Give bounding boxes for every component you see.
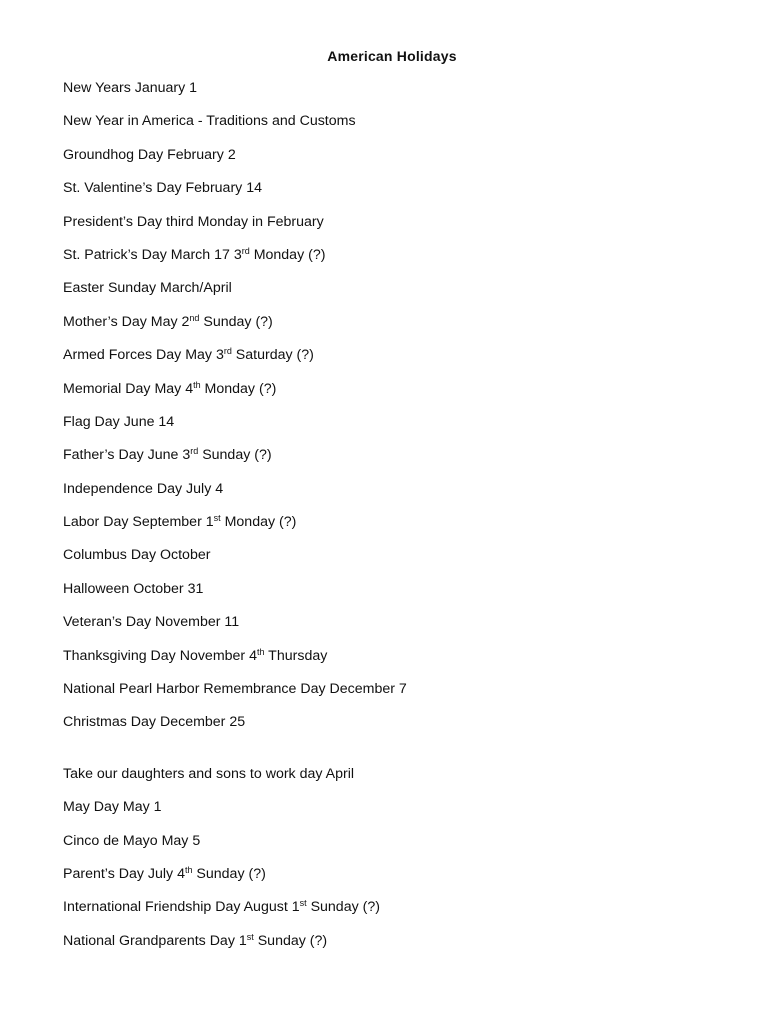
holiday-line	[63, 346, 407, 364]
holiday-line	[63, 832, 407, 850]
ordinal-suffix: st	[299, 898, 307, 909]
holiday-line	[63, 647, 407, 665]
ordinal-suffix: th	[184, 865, 193, 876]
holiday-text-suffix: Sunday (?)	[253, 932, 328, 949]
holiday-line	[63, 680, 407, 698]
holiday-line	[63, 279, 407, 297]
ordinal-suffix: th	[193, 379, 201, 390]
holiday-line	[63, 79, 407, 97]
holiday-text: St. Patrick’s Day March 17 3	[63, 246, 242, 263]
page-title: American Holidays	[327, 48, 457, 64]
ordinal-suffix: rd	[223, 346, 232, 357]
holiday-line	[63, 112, 407, 130]
holiday-line	[63, 932, 407, 950]
ordinal-suffix: st	[213, 513, 221, 524]
holiday-text-suffix: Monday (?)	[220, 514, 297, 531]
holiday-line	[63, 513, 407, 531]
ordinal-suffix: nd	[189, 312, 200, 323]
holiday-text: Labor Day September 1	[63, 514, 214, 531]
holiday-line	[63, 413, 407, 431]
holiday-text: Mother’s Day May 2	[63, 313, 190, 330]
ordinal-suffix: rd	[190, 446, 199, 457]
holiday-line	[63, 380, 407, 398]
holiday-list	[63, 79, 407, 965]
holiday-text: Halloween October 31	[63, 580, 204, 597]
holiday-text-suffix: Sunday (?)	[199, 313, 273, 330]
holiday-line	[63, 213, 407, 231]
holiday-line	[63, 146, 407, 164]
holiday-text: Father’s Day June 3	[63, 447, 191, 464]
holiday-text-suffix: Sunday (?)	[306, 899, 380, 916]
holiday-text: President’s Day third Monday in February	[63, 213, 324, 230]
holiday-text-suffix: Sunday (?)	[198, 447, 272, 464]
holiday-text: Memorial Day May 4	[63, 380, 194, 397]
holiday-text: Thanksgiving Day November 4	[63, 647, 257, 664]
holiday-text: Easter Sunday March/April	[63, 280, 232, 297]
holiday-text: Independence Day July 4	[63, 480, 224, 497]
holiday-line	[63, 580, 407, 598]
holiday-line	[63, 713, 407, 731]
holiday-line	[63, 546, 407, 564]
holiday-text-suffix: Monday (?)	[249, 246, 326, 263]
holiday-text-suffix: Saturday (?)	[231, 347, 314, 364]
ordinal-suffix: st	[246, 931, 254, 942]
holiday-line	[63, 798, 407, 816]
holiday-text: Flag Day June 14	[63, 413, 175, 430]
holiday-text: Cinco de Mayo May 5	[63, 832, 201, 849]
holiday-text: National Grandparents Day 1	[63, 932, 247, 949]
holiday-text: Take our daughters and sons to work day April	[63, 765, 355, 782]
ordinal-suffix: th	[256, 646, 265, 657]
holiday-line	[63, 313, 407, 331]
holiday-line	[63, 898, 407, 916]
holiday-text-suffix: Monday (?)	[200, 380, 277, 397]
holiday-line	[63, 765, 407, 783]
holiday-text: International Friendship Day August 1	[63, 899, 300, 916]
holiday-text: Parent’s Day July 4	[63, 865, 185, 882]
holiday-line	[63, 865, 407, 883]
holiday-text: Armed Forces Day May 3	[63, 347, 224, 364]
holiday-text: National Pearl Harbor Remembrance Day December 7	[63, 681, 407, 698]
ordinal-suffix: rd	[241, 246, 250, 257]
holiday-text: New Year in America - Traditions and Customs	[63, 113, 356, 130]
holiday-text: May Day May 1	[63, 799, 162, 816]
holiday-text: New Years January 1	[63, 80, 198, 96]
holiday-line	[63, 480, 407, 498]
holiday-text: St. Valentine’s Day February 14	[63, 180, 262, 197]
holiday-line	[63, 446, 407, 464]
holiday-text-suffix: Sunday (?)	[192, 865, 266, 882]
holiday-text-suffix: Thursday	[264, 647, 328, 664]
holiday-text: Columbus Day October	[63, 547, 211, 564]
holiday-line	[63, 613, 407, 631]
holiday-text: Christmas Day December 25	[63, 714, 246, 731]
holiday-line	[63, 179, 407, 197]
holiday-text: Veteran’s Day November 11	[63, 614, 240, 631]
holiday-text: Groundhog Day February 2	[63, 146, 236, 163]
holiday-line	[63, 246, 407, 264]
